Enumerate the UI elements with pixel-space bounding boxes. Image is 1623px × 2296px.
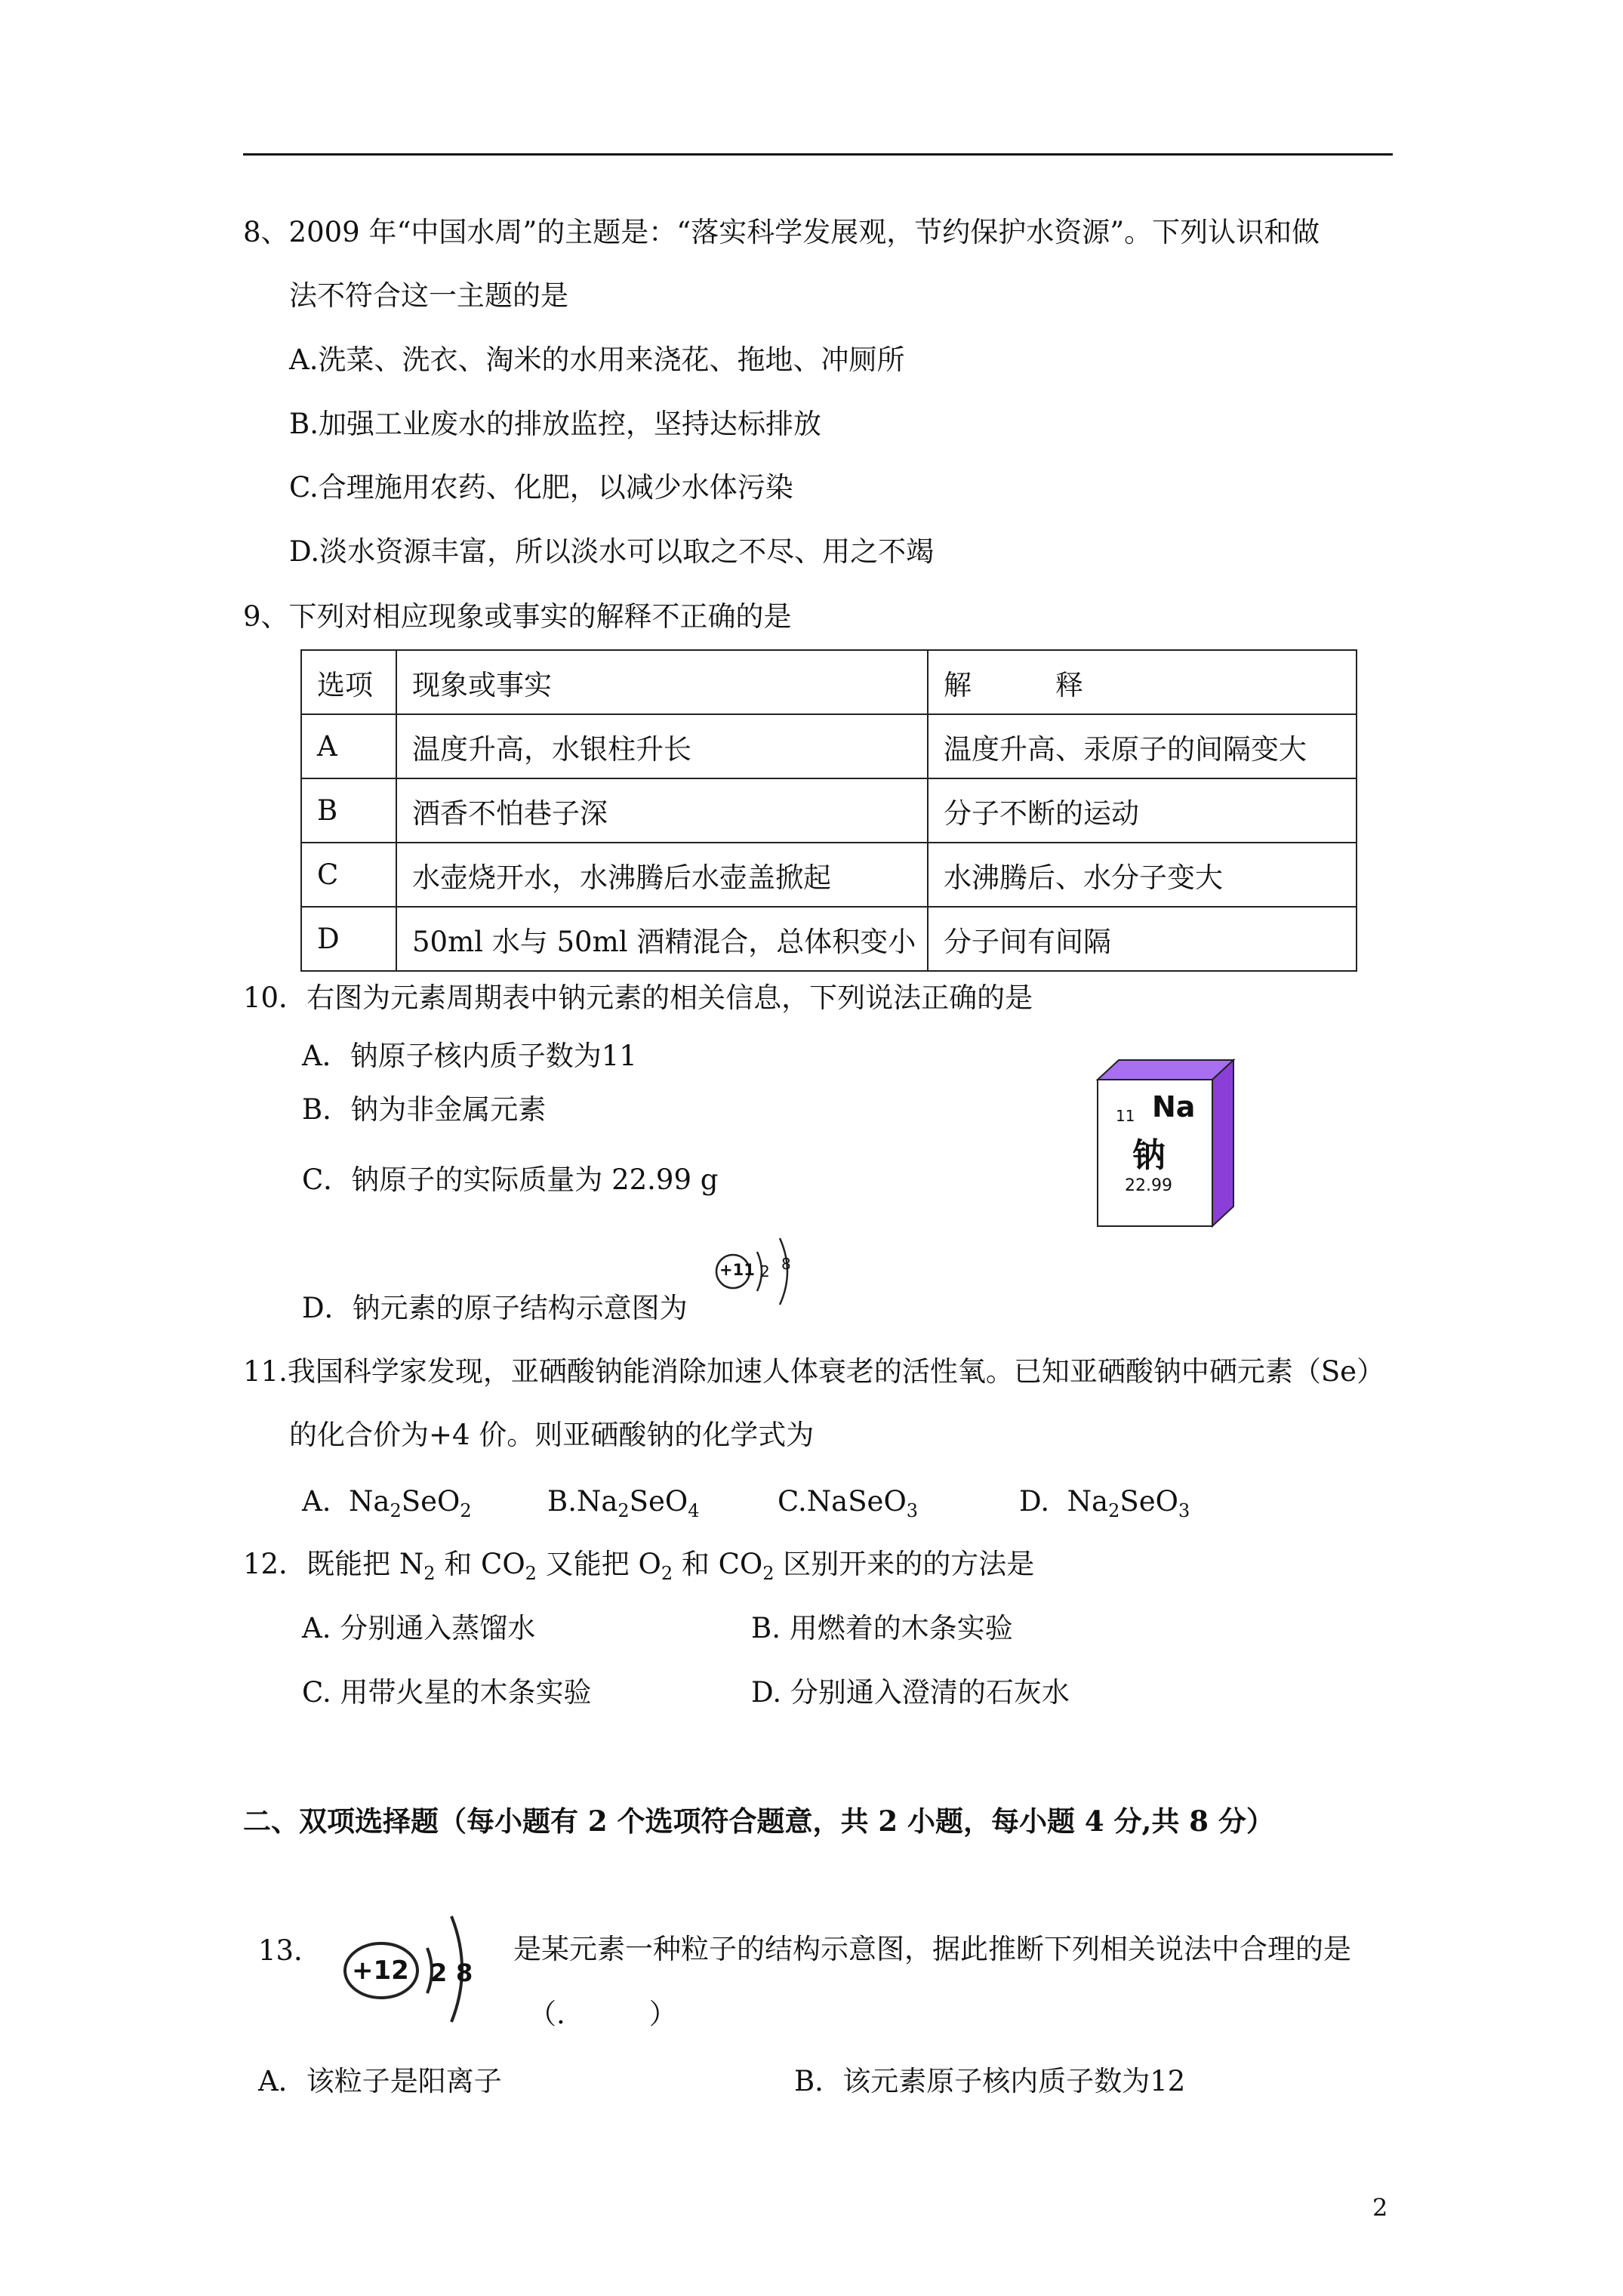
table-cell: 水壶烧开水，水沸腾后水壶盖掀起	[396, 843, 928, 907]
table-cell: 酒香不怕巷子深	[396, 778, 928, 843]
table-cell: 分子不断的运动	[928, 778, 1357, 843]
element-number: 11	[1116, 1107, 1135, 1125]
q8-option-d: D.淡水资源丰富，所以淡水可以取之不尽、用之不竭	[289, 535, 935, 568]
q11-option-d: D. $Na_2SeO_3$	[1019, 1485, 1190, 1521]
atom-shell-2: 8	[781, 1255, 791, 1273]
q9-table	[300, 649, 1357, 972]
page-number: 2	[1372, 2193, 1388, 2222]
q8-line2: 法不符合这一主题的是	[289, 279, 568, 312]
q13-paren: （. ）	[528, 1998, 677, 2030]
q9-stem: 9、下列对相应现象或事实的解释不正确的是	[243, 600, 792, 633]
q12-option-b: B. 用燃着的木条实验	[751, 1612, 1013, 1644]
table-row	[301, 714, 1357, 778]
table-header-cell: 解 释	[928, 650, 1357, 714]
table-row	[301, 778, 1357, 843]
q12-option-a: A. 分别通入蒸馏水	[302, 1612, 536, 1644]
sodium-atom-diagram	[713, 1231, 812, 1314]
q11-option-c: C.NaSeO$_3$	[778, 1485, 919, 1521]
q13-number: 13．	[258, 1934, 322, 1967]
table-row	[301, 907, 1357, 971]
table-cell: B	[301, 778, 396, 843]
table-cell: 温度升高、汞原子的间隔变大	[928, 714, 1357, 778]
q11-line2: 的化合价为+4 价。则亚硒酸钠的化学式为	[289, 1419, 815, 1451]
table-cell: A	[301, 714, 396, 778]
element-tile-sodium	[1093, 1056, 1236, 1229]
table-header-cell: 现象或事实	[396, 650, 928, 714]
q11-option-a: A. $Na_2SeO_2$	[302, 1485, 472, 1521]
q13-option-b: B．该元素原子核内质子数为12	[794, 2065, 1186, 2097]
table-header-cell: 选项	[301, 650, 396, 714]
q10-option-a: A．钠原子核内质子数为11	[302, 1040, 637, 1072]
element-name: 钠	[1132, 1136, 1166, 1175]
q10-option-b: B．钠为非金属元素	[302, 1093, 547, 1126]
q8-option-b: B.加强工业废水的排放监控，坚持达标排放	[289, 408, 821, 440]
q11-line1: 11.我国科学家发现，亚硒酸钠能消除加速人体衰老的活性氧。已知亚硒酸钠中硒元素（Se）	[243, 1355, 1385, 1388]
table-cell: C	[301, 843, 396, 907]
q12-stem: 12．既能把 $N_2$ 和 $CO_2$ 又能把 $O_2$ 和 $CO_2$ 区别开来的的方法是	[243, 1548, 1035, 1584]
q11-option-b: $B.Na_2SeO_4$	[547, 1485, 700, 1521]
element-symbol: Na	[1152, 1090, 1196, 1123]
ion-shell-2: 8	[456, 1959, 473, 1987]
q10-stem: 10．右图为元素周期表中钠元素的相关信息，下列说法正确的是	[243, 982, 1033, 1014]
section2-title: 二、双项选择题（每小题有 2 个选项符合题意，共 2 小题，每小题 4 分,共 8 分）	[243, 1804, 1274, 1838]
ion-shell-1: 2	[430, 1959, 448, 1987]
q12-option-c: C. 用带火星的木条实验	[302, 1676, 592, 1709]
table-cell: 温度升高，水银柱升长	[396, 714, 928, 778]
table-cell: 50ml 水与 50ml 酒精混合，总体积变小	[396, 907, 928, 971]
q13-option-a: A．该粒子是阳离子	[258, 2065, 502, 2097]
magnesium-ion-diagram	[340, 1910, 491, 2023]
header-rule	[243, 153, 1393, 156]
q8-option-a: A.洗菜、洗衣、淘米的水用来浇花、拖地、冲厕所	[289, 344, 905, 376]
q8-option-c: C.合理施用农药、化肥，以减少水体污染	[289, 471, 793, 504]
atom-shell-1: 2	[760, 1262, 770, 1281]
ion-nucleus: +12	[352, 1955, 409, 1986]
q10-option-c: C．钠原子的实际质量为 22.99 g	[302, 1163, 719, 1196]
atom-nucleus: +11	[719, 1261, 755, 1279]
q13-line1: 是某元素一种粒子的结构示意图，据此推断下列相关说法中合理的是	[513, 1933, 1351, 1965]
q8-line1: 8、2009 年“中国水周”的主题是：“落实科学发展观，节约保护水资源”。下列认识和做	[243, 216, 1320, 248]
q10-option-d: D．钠元素的原子结构示意图为	[302, 1292, 688, 1324]
table-header-row	[301, 650, 1357, 714]
table-cell: D	[301, 907, 396, 971]
table-cell: 分子间有间隔	[928, 907, 1357, 971]
q12-option-d: D. 分别通入澄清的石灰水	[751, 1676, 1070, 1709]
element-mass: 22.99	[1125, 1176, 1172, 1195]
table-row	[301, 843, 1357, 907]
table-cell: 水沸腾后、水分子变大	[928, 843, 1357, 907]
